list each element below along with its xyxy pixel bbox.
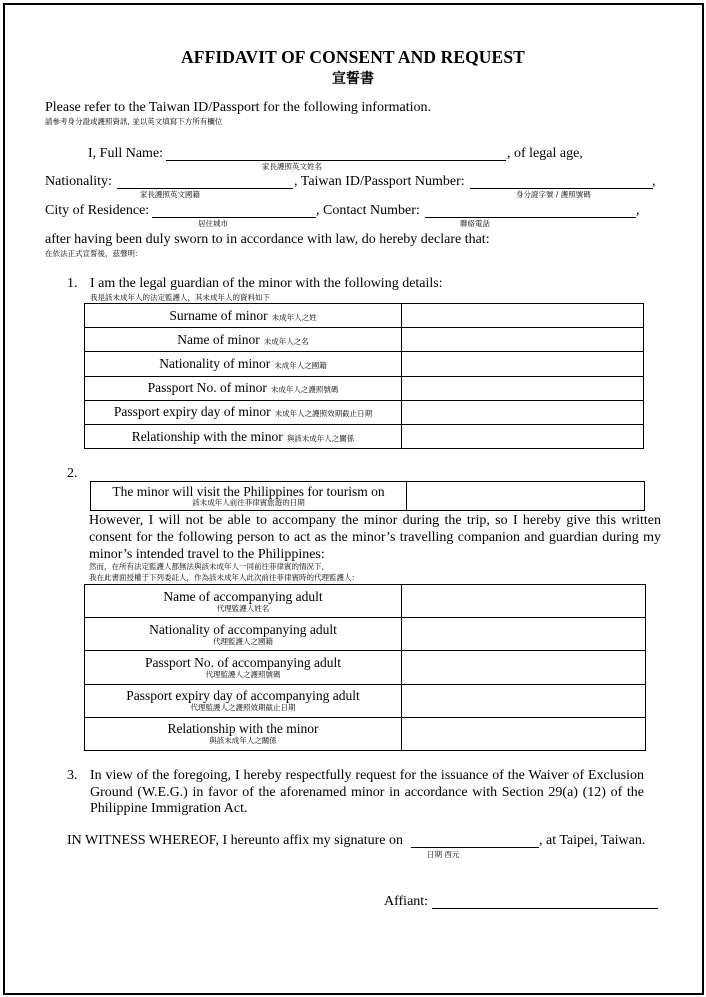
accompanying-adult-label-zh: 代理監護人之國籍 xyxy=(213,636,273,646)
minor-detail-label: Relationship with the minor xyxy=(131,428,283,444)
section2-number: 2. xyxy=(67,466,78,481)
accompanying-adult-label-zh: 與該未成年人之關係 xyxy=(209,736,277,746)
visit-date-label-zh: 該未成年人前往菲律賓旅遊的日期 xyxy=(192,498,305,507)
section1-text: I am the legal guardian of the minor with the following details: xyxy=(90,276,443,291)
minor-detail-label-cell xyxy=(85,424,402,448)
accompanying-adult-label-cell xyxy=(85,717,402,750)
city-field[interactable] xyxy=(152,217,316,218)
accompanying-adult-input[interactable] xyxy=(402,585,646,618)
accompanying-adult-label-cell xyxy=(85,618,402,651)
declaration-text-zh: 在依法正式宣誓後，茲聲明： xyxy=(45,249,143,258)
contact-hint: 聯絡電話 xyxy=(460,219,490,228)
accompanying-adult-input[interactable] xyxy=(402,651,646,684)
accompanying-adult-label-cell xyxy=(85,585,402,618)
accompanying-adult-label-zh: 代理監護人姓名 xyxy=(216,603,270,613)
accompanying-adult-row xyxy=(85,684,646,717)
accompanying-adult-label-zh: 代理監護人之護照效期截止日期 xyxy=(190,703,296,713)
minor-detail-label-cell xyxy=(85,304,402,328)
witness-prefix: IN WITNESS WHEREOF, I hereunto affix my signature on xyxy=(67,833,403,848)
affiant-label: Affiant: xyxy=(384,894,429,909)
full-name-label: I, Full Name: xyxy=(88,146,164,161)
nationality-field[interactable] xyxy=(117,188,293,189)
city-label: City of Residence: xyxy=(45,203,150,218)
contact-field[interactable] xyxy=(425,217,636,218)
taiwan-id-field[interactable] xyxy=(470,188,653,189)
minor-detail-label-zh: 未成年人之名 xyxy=(263,336,309,346)
nationality-label: Nationality: xyxy=(45,174,112,189)
minor-detail-row xyxy=(85,352,644,376)
minor-detail-label: Name of minor xyxy=(177,331,260,347)
accompanying-adult-label: Passport expiry day of accompanying adult xyxy=(126,688,360,704)
minor-detail-input[interactable] xyxy=(402,400,644,424)
minor-detail-row xyxy=(85,376,644,400)
declaration-text: after having been duly sworn to in accordance with law, do hereby declare that: xyxy=(45,232,490,247)
taiwan-id-comma: , xyxy=(652,174,656,189)
section1-text-zh: 我是該未成年人的法定監護人，其未成年人的資料如下 xyxy=(90,293,270,302)
however-paragraph: However, I will not be able to accompany the minor during the trip, so I hereby give this written consent for the following person to act as the minor’s travelling companion and guardian during my minor’s intended travel to the Philippines: xyxy=(89,513,661,562)
section1-number: 1. xyxy=(67,276,78,291)
document-title: AFFIDAVIT OF CONSENT AND REQUEST xyxy=(181,47,525,67)
affiant-signature-field[interactable] xyxy=(432,908,658,909)
minor-detail-label-cell xyxy=(85,328,402,352)
accompanying-adult-table xyxy=(84,584,646,751)
minor-detail-label-zh: 未成年人之護照號碼 xyxy=(270,385,339,395)
minor-detail-input[interactable] xyxy=(402,352,644,376)
intro-text: Please refer to the Taiwan ID/Passport for the following information. xyxy=(45,100,431,115)
minor-detail-label: Passport No. of minor xyxy=(147,380,267,396)
accompanying-adult-label-zh: 代理監護人之護照號碼 xyxy=(205,669,281,679)
signature-date-hint: 日期 西元 xyxy=(427,850,460,859)
accompanying-adult-row xyxy=(85,585,646,618)
minor-detail-input[interactable] xyxy=(402,376,644,400)
minor-detail-label-zh: 與該未成年人之關係 xyxy=(286,433,355,443)
visit-date-table xyxy=(90,481,645,511)
minor-detail-label: Nationality of minor xyxy=(159,355,271,371)
however-paragraph-zh-2: 我在此書面授權于下列委託人，作為該未成年人此次前往菲律賓時的代理監護人： xyxy=(89,573,359,582)
minor-detail-row xyxy=(85,400,644,424)
section3-number: 3. xyxy=(67,768,78,783)
accompanying-adult-label: Passport No. of accompanying adult xyxy=(144,654,342,670)
document-title-zh: 宣誓書 xyxy=(332,71,374,87)
minor-detail-label-cell xyxy=(85,400,402,424)
visit-date-label: The minor will visit the Philippines for tourism on xyxy=(112,484,385,499)
accompanying-adult-label-cell xyxy=(85,684,402,717)
minor-detail-label: Surname of minor xyxy=(169,307,268,323)
accompanying-adult-input[interactable] xyxy=(402,717,646,750)
visit-date-label-cell xyxy=(91,482,407,511)
accompanying-adult-row xyxy=(85,717,646,750)
nationality-hint: 家長護照英文國籍 xyxy=(140,190,200,199)
intro-text-zh: 請參考身分證或護照資訊, 並以英文填寫下方所有欄位 xyxy=(45,117,223,126)
contact-label: , Contact Number: xyxy=(316,203,420,218)
city-hint: 居住城市 xyxy=(198,219,228,228)
accompanying-adult-label: Nationality of accompanying adult xyxy=(149,621,337,637)
accompanying-adult-input[interactable] xyxy=(402,618,646,651)
minor-detail-input[interactable] xyxy=(402,304,644,328)
minor-detail-label-zh: 未成年人之國籍 xyxy=(274,360,327,370)
minor-detail-row xyxy=(85,328,644,352)
full-name-hint: 家長護照英文姓名 xyxy=(262,162,322,171)
minor-detail-label-cell xyxy=(85,376,402,400)
minor-detail-input[interactable] xyxy=(402,328,644,352)
accompanying-adult-row xyxy=(85,618,646,651)
accompanying-adult-row xyxy=(85,651,646,684)
minor-detail-label: Passport expiry day of minor xyxy=(113,404,271,420)
accompanying-adult-label-cell xyxy=(85,651,402,684)
accompanying-adult-input[interactable] xyxy=(402,684,646,717)
minor-details-table xyxy=(84,303,644,449)
taiwan-id-hint: 身分證字號 / 護照號碼 xyxy=(516,190,591,199)
signature-date-field[interactable] xyxy=(411,847,539,848)
legal-age-text: , of legal age, xyxy=(507,146,583,161)
section3-text: In view of the foregoing, I hereby respectfully request for the issuance of the Waiver of Exclusion Ground (W.E.G.) in favor of the aforenamed minor in accordance with Section 29(a) (12) of the Philippine Immigration Act. xyxy=(90,768,644,816)
minor-detail-label-zh: 未成年人之護照效期截止日期 xyxy=(274,409,373,419)
minor-detail-label-zh: 未成年人之姓 xyxy=(271,312,317,322)
minor-detail-label-cell xyxy=(85,352,402,376)
contact-comma: , xyxy=(636,203,640,218)
minor-detail-row xyxy=(85,304,644,328)
however-paragraph-zh-1: 然而，在所有法定監護人都無法與該未成年人一同前往菲律賓的情況下， xyxy=(89,562,329,571)
taiwan-id-label: , Taiwan ID/Passport Number: xyxy=(294,174,465,189)
minor-detail-input[interactable] xyxy=(402,424,644,448)
full-name-field[interactable] xyxy=(166,160,506,161)
visit-date-input[interactable] xyxy=(407,482,645,511)
accompanying-adult-label: Name of accompanying adult xyxy=(163,588,323,604)
minor-detail-row xyxy=(85,424,644,448)
accompanying-adult-label: Relationship with the minor xyxy=(167,721,319,737)
witness-suffix: , at Taipei, Taiwan. xyxy=(539,833,646,848)
